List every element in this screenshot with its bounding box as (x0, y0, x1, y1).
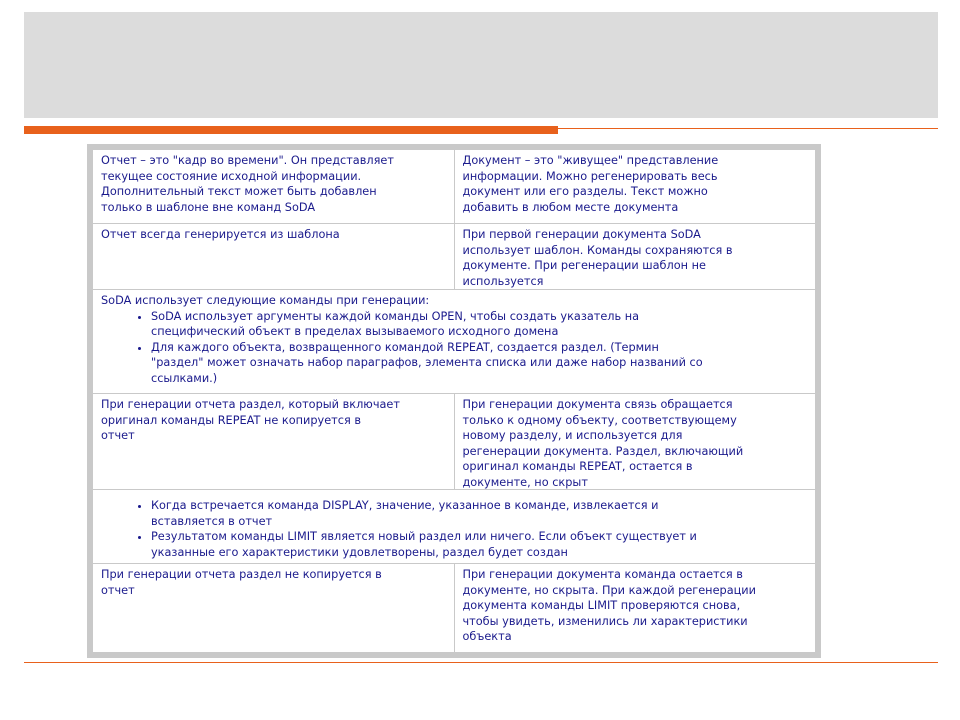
comparison-table-body (93, 150, 815, 652)
orange-divider-top (558, 128, 938, 129)
table-row (93, 224, 815, 290)
bullet-list (101, 309, 807, 387)
document-cell: Документ – это "живущее" представление информации. Можно регенерировать весь документ или его разделы. Текст можно добавить в любом месте документа (462, 154, 719, 214)
table-row (93, 394, 815, 490)
full-width-cell (93, 290, 815, 393)
full-width-cell (93, 490, 815, 563)
orange-accent-bar (24, 126, 558, 134)
document-cell: При генерации документа команда остается в документе, но скрыта. При каждой регенерации документа команды LIMIT проверяются снова, чтобы увидеть, изменились ли характеристики объекта (462, 568, 756, 643)
document-cell: При генерации документа связь обращается только к одному объекту, соответствующему новому разделу, и используется для регенерации документа. Раздел, включающий оригинал команды REPEAT, остается в документе, но скрыт (462, 398, 744, 489)
commands-intro: SoDA использует следующие команды при генерации: (101, 294, 430, 307)
table-row (93, 490, 815, 564)
list-item: • Результатом команды LIMIT является новый раздел или ничего. Если объект существует и указанные его характеристики удовлетворены, раздел будет создан (151, 529, 807, 560)
table-row (93, 290, 815, 394)
report-cell: При генерации отчета раздел не копируется в отчет (93, 564, 455, 652)
report-cell: При генерации отчета раздел, который включает оригинал команды REPEAT не копируется в отчет (93, 394, 455, 489)
bullet-list (101, 498, 807, 560)
report-cell: Отчет – это "кадр во времени". Он представляет текущее состояние исходной информации. Дополнительный текст может быть добавлен только в шаблоне вне команд SoDA (93, 150, 455, 223)
list-item: • SoDA использует аргументы каждой команды OPEN, чтобы создать указатель на специфический объект в пределах вызываемого исходного домена (151, 309, 807, 340)
document-cell: При первой генерации документа SoDA использует шаблон. Команды сохраняются в документе. При регенерации шаблон не используется (462, 228, 733, 288)
list-item: • Для каждого объекта, возвращенного командой REPEAT, создается раздел. (Термин "раздел" может означать набор параграфов, элемента списка или даже набор названий со ссылками.) (151, 340, 807, 387)
slide-title-band (24, 12, 938, 118)
table-row (93, 564, 815, 652)
table-row (93, 150, 815, 224)
orange-divider-bottom (24, 662, 938, 663)
report-cell: Отчет всегда генерируется из шаблона (93, 224, 455, 289)
comparison-table (87, 144, 821, 658)
list-item: • Когда встречается команда DISPLAY, значение, указанное в команде, извлекается и вставляется в отчет (151, 498, 807, 529)
